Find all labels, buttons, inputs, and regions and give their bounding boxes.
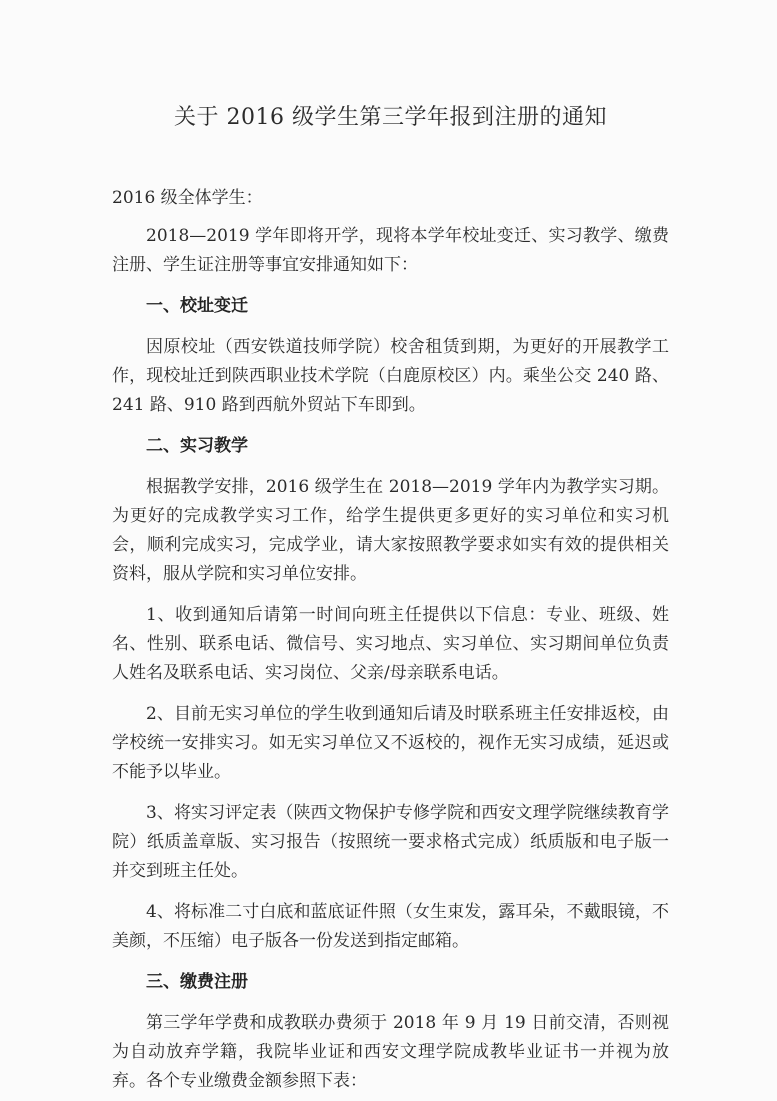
paragraph: 因原校址（西安铁道技师学院）校舍租赁到期，为更好的开展教学工作，现校址迁到陕西职业技术学院（白鹿原校区）内。乘坐公交 240 路、241 路、910 路到西航外贸站下车即到。 bbox=[112, 337, 669, 415]
document-title: 关于 2016 级学生第三学年报到注册的通知 bbox=[174, 105, 607, 130]
paragraph: 2、目前无实习单位的学生收到通知后请及时联系班主任安排返校，由学校统一安排实习。如无实习单位又不返校的，视作无实习成绩，延迟或不能予以毕业。 bbox=[112, 704, 669, 782]
paragraph: 4、将标准二寸白底和蓝底证件照（女生束发，露耳朵，不戴眼镜，不美颜，不压缩）电子版各一份发送到指定邮箱。 bbox=[112, 902, 669, 951]
paragraph: 根据教学安排，2016 级学生在 2018—2019 学年内为教学实习期。为更好的完成教学实习工作，给学生提供更多更好的实习单位和实习机会，顺利完成实习，完成学业，请大家按照教学要求如实有效的提供相关资料，服从学院和实习单位安排。 bbox=[112, 477, 669, 584]
paragraph: 1、收到通知后请第一时间向班主任提供以下信息：专业、班级、姓名、性别、联系电话、微信号、实习地点、实习单位、实习期间单位负责人姓名及联系电话、实习岗位、父亲/母亲联系电话。 bbox=[112, 605, 669, 683]
section-heading-campus-relocation: 一、校址变迁 bbox=[146, 296, 248, 316]
paragraph: 第三学年学费和成教联办费须于 2018 年 9 月 19 日前交清，否则视为自动放弃学籍，我院毕业证和西安文理学院成教毕业证书一并视为放弃。各个专业缴费金额参照下表： bbox=[112, 1013, 669, 1091]
greeting: 2016 级全体学生： bbox=[112, 188, 263, 208]
section-heading-fee-registration: 三、缴费注册 bbox=[146, 972, 248, 992]
section-heading-internship: 二、实习教学 bbox=[146, 436, 248, 456]
intro-paragraph: 2018—2019 学年即将开学，现将本学年校址变迁、实习教学、缴费注册、学生证注册等事宜安排通知如下： bbox=[112, 226, 669, 275]
paragraph: 3、将实习评定表（陕西文物保护专修学院和西安文理学院继续教育学院）纸质盖章版、实习报告（按照统一要求格式完成）纸质版和电子版一并交到班主任处。 bbox=[112, 803, 669, 881]
